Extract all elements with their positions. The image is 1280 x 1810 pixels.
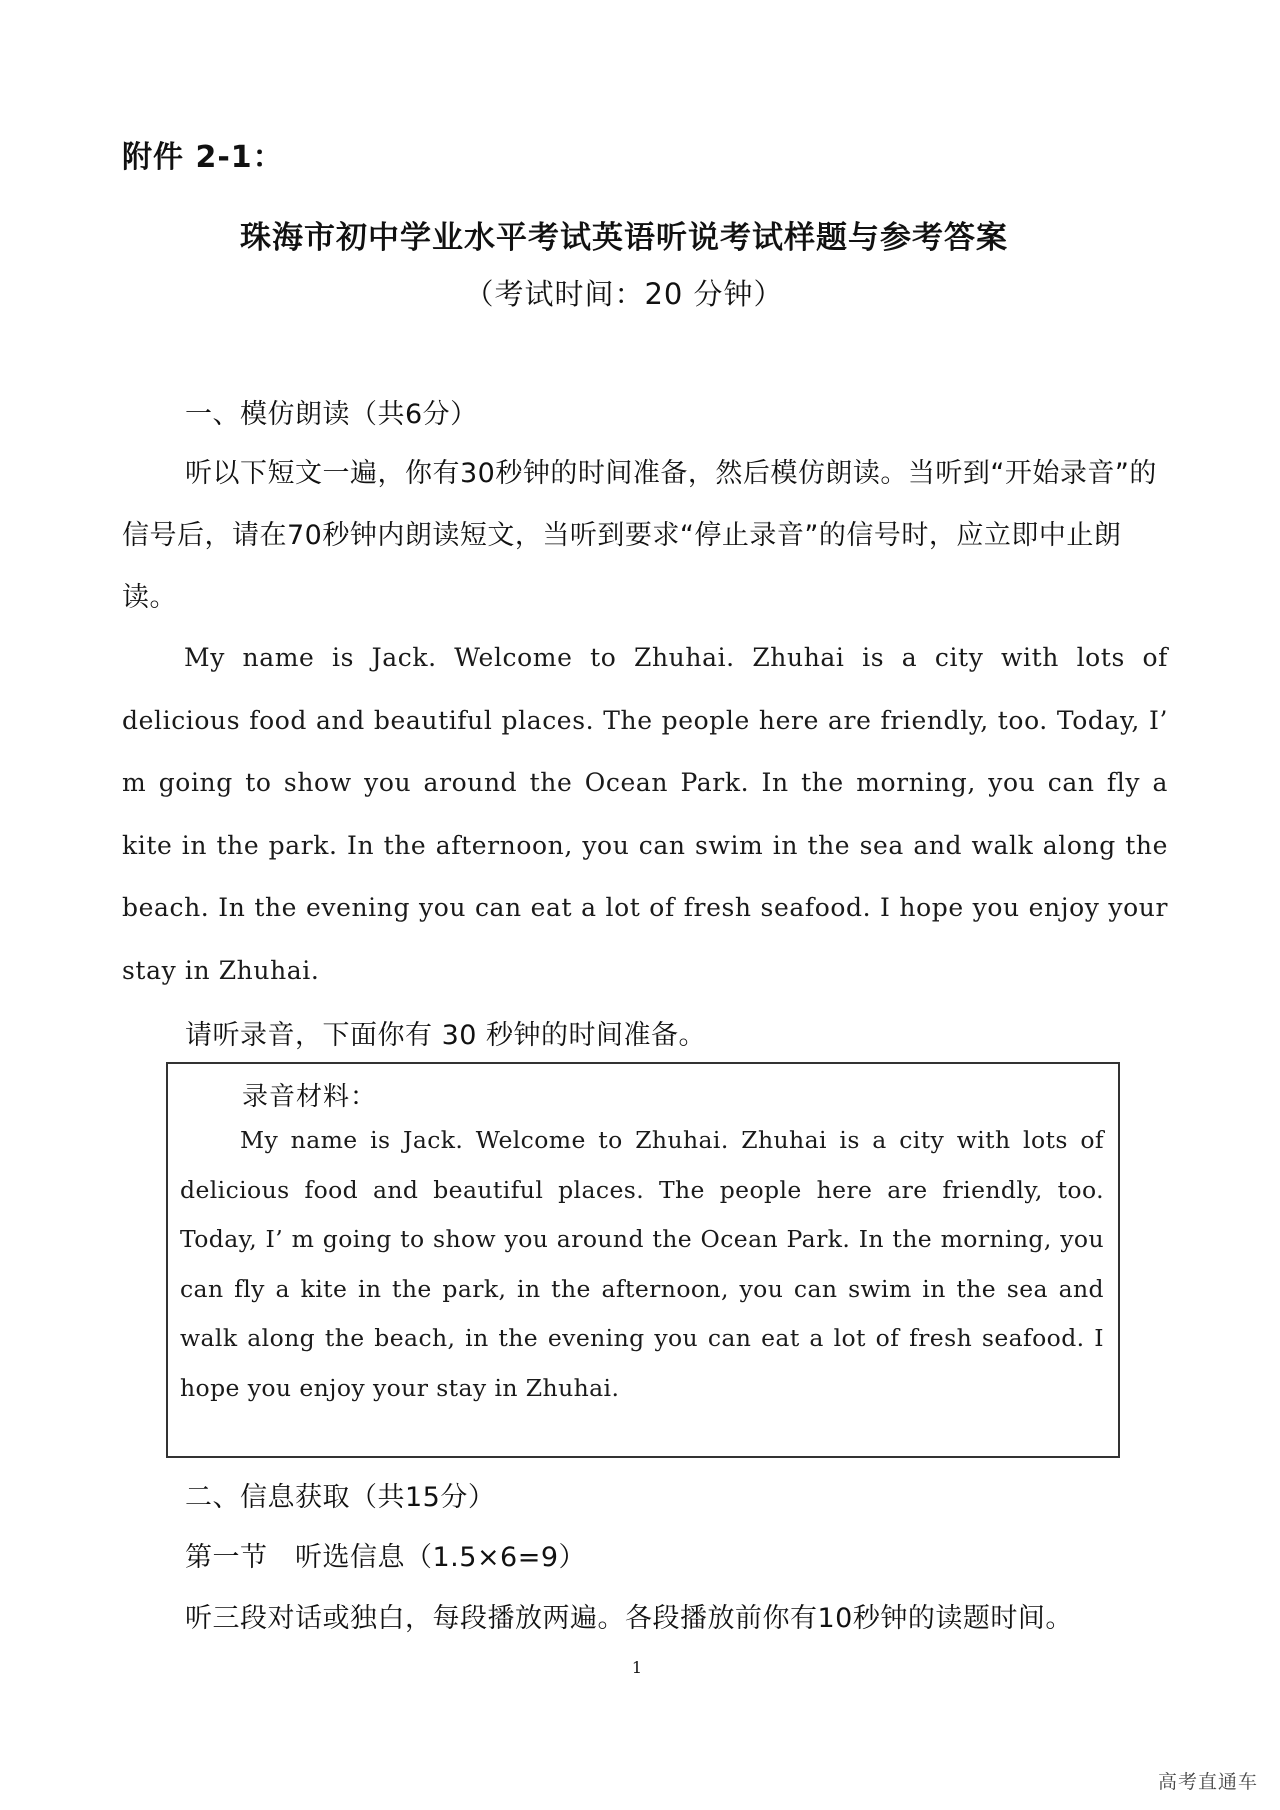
page-number: 1 [631, 1658, 643, 1677]
recording-material-label: 录音材料： [242, 1082, 378, 1112]
exam-duration: （考试时间：20 分钟） [464, 277, 784, 311]
watermark: 高考直通车 [1157, 1771, 1258, 1793]
section-1-heading: 一、模仿朗读（共6分） [185, 399, 478, 430]
section-2-heading: 二、信息获取（共15分） [185, 1482, 496, 1513]
preparation-note: 请听录音，下面你有 30 秒钟的时间准备。 [185, 1020, 707, 1051]
recording-material-text: My name is Jack. Welcome to Zhuhai. Zhuhai is a city with lots of delicious food and beautiful places. The people here are friendly, too. Today, I’ m going to show you around the Ocean Park. In the morning, you can fly a kite in the park, in the afternoon, you can swim in the sea and walk along the beach, in the evening you can eat a lot of fresh seafood. I hope you enjoy your stay in Zhuhai. [180, 1126, 1104, 1402]
section-2-part-1-heading: 第一节 听选信息（1.5×6=9） [185, 1542, 587, 1573]
section-1-instructions: 听以下短文一遍，你有30秒钟的时间准备，然后模仿朗读。当听到“开始录音”的信号后，请在70秒钟内朗读短文，当听到要求“停止录音”的信号时，应立即中止朗读。 [122, 458, 1157, 613]
annex-label: 附件 2-1： [122, 140, 284, 175]
reading-passage: My name is Jack. Welcome to Zhuhai. Zhuhai is a city with lots of delicious food and beautiful places. The people here are friendly, too. Today, I’ m going to show you around the Ocean Park. In the morning, you can fly a kite in the park. In the afternoon, you can swim in the sea and walk along the beach. In the evening you can eat a lot of fresh seafood. I hope you enjoy your stay in Zhuhai. [122, 643, 1168, 985]
recording-material-box [166, 1062, 1120, 1458]
page-title: 珠海市初中学业水平考试英语听说考试样题与参考答案 [240, 220, 1008, 256]
section-2-part-1-instructions: 听三段对话或独白，每段播放两遍。各段播放前你有10秒钟的读题时间。 [185, 1603, 1073, 1634]
